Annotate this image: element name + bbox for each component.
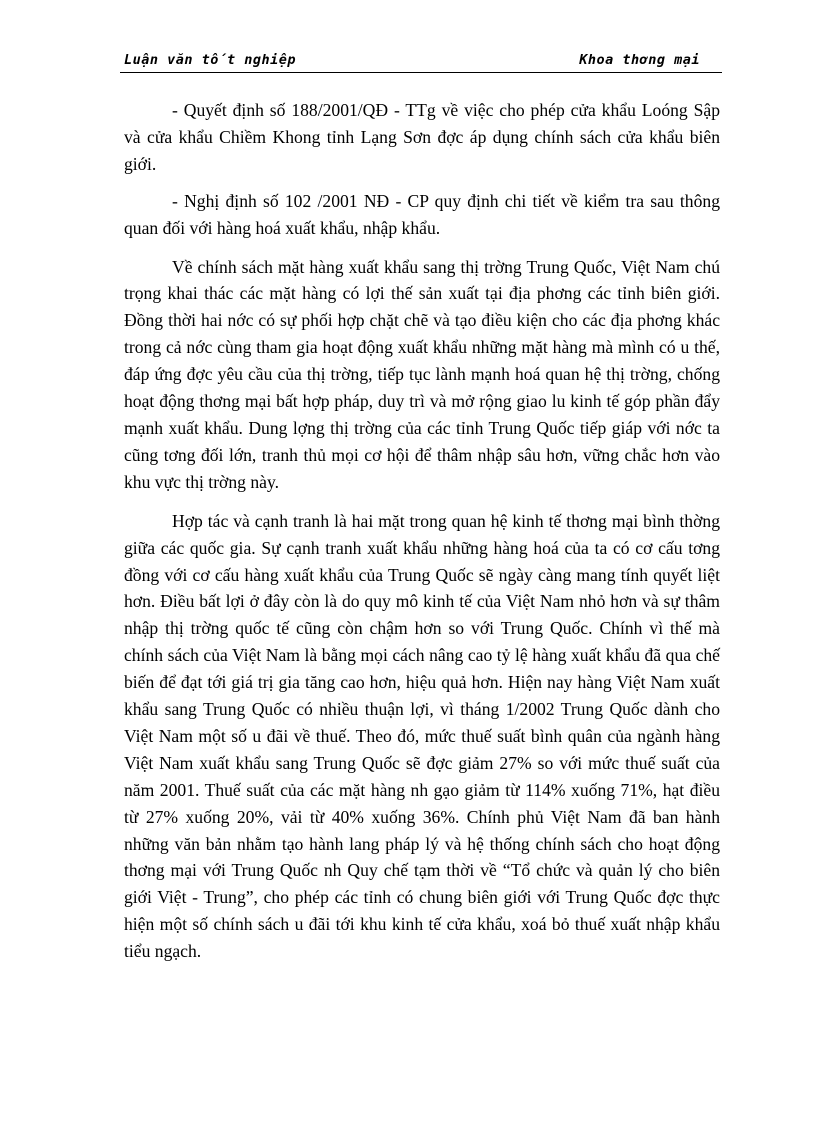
header-thesis-title: Luận văn tốt nghiệp bbox=[124, 52, 297, 68]
paragraph-decree-102: - Nghị định số 102 /2001 NĐ - CP quy định chi tiết về kiểm tra sau thông quan đối với hàng hoá xuất khẩu, nhập khẩu. bbox=[124, 190, 720, 238]
paragraph-decision-188: - Quyết định số 188/2001/QĐ - TTg về việc cho phép cửa khẩu Loóng Sập và cửa khẩu Chiềm Khong tỉnh Lạng Sơn đợc áp dụng chính sách cửa khẩu biên giới. bbox=[124, 100, 720, 174]
document-body bbox=[124, 97, 720, 965]
paragraph-cooperation-competition: Hợp tác và cạnh tranh là hai mặt trong quan hệ kinh tế thơng mại bình thờng giữa các quốc gia. Sự cạnh tranh xuất khẩu những hàng hoá của ta có cơ cấu tơng đồng với cơ cấu hàng xuất khẩu của Trung Quốc sẽ ngày càng mang tính quyết liệt hơn. Điều bất lợi ở đây còn là do quy mô kinh tế của Việt Nam nhỏ hơn và sự thâm nhập thị trờng quốc tế cũng còn chậm hơn so với Trung Quốc. Chính vì thế mà chính sách của Việt Nam là bằng mọi cách nâng cao tỷ lệ hàng xuất khẩu đã qua chế biến để đạt tới giá trị gia tăng cao hơn, hiệu quả hơn. Hiện nay hàng Việt Nam xuất khẩu sang Trung Quốc có nhiều thuận lợi, vì tháng 1/2002 Trung Quốc dành cho Việt Nam một số u đãi về thuế. Theo đó, mức thuế suất bình quân của ngành hàng Việt Nam xuất khẩu sang Trung Quốc sẽ đợc giảm 27% so với mức thuế suất của năm 2001. Thuế suất của các mặt hàng nh gạo giảm từ 114% xuống 71%, hạt điều từ 27% xuống 20%, vải từ 40% xuống 36%. Chính phủ Việt Nam đã ban hành những văn bản nhằm tạo hành lang pháp lý và hệ thống chính sách cho hoạt động thơng mại với Trung Quốc nh Quy chế tạm thời về “Tổ chức và quản lý cho biên giới Việt - Trung”, cho phép các tỉnh có chung biên giới với Trung Quốc đợc thực hiện một số chính sách u đãi tới khu kinh tế cửa khẩu, xoá bỏ thuế xuất nhập khẩu tiểu ngạch. bbox=[124, 510, 720, 962]
header-divider bbox=[120, 72, 722, 73]
paragraph-export-policy: Về chính sách mặt hàng xuất khẩu sang thị trờng Trung Quốc, Việt Nam chú trọng khai thác các mặt hàng có lợi thế sản xuất tại địa phơng các tỉnh biên giới. Đồng thời hai nớc có sự phối hợp chặt chẽ và tạo điều kiện cho các địa phơng khác trong cả nớc cùng tham gia hoạt động xuất khẩu những mặt hàng mà mình có u thế, đáp ứng đợc yêu cầu của thị trờng, tiếp tục lành mạnh hoá quan hệ thị trờng, chống hoạt động thơng mại bất hợp pháp, duy trì và mở rộng giao lu kinh tế góp phần đẩy mạnh xuất khẩu. Dung lợng thị trờng của các tỉnh Trung Quốc tiếp giáp với nớc ta cũng tơng đối lớn, tranh thủ mọi cơ hội để thâm nhập sâu hơn, vững chắc hơn vào khu vực thị trờng này. bbox=[124, 256, 720, 492]
page-header bbox=[120, 52, 722, 74]
header-faculty: Khoa thơng mại bbox=[579, 52, 700, 68]
